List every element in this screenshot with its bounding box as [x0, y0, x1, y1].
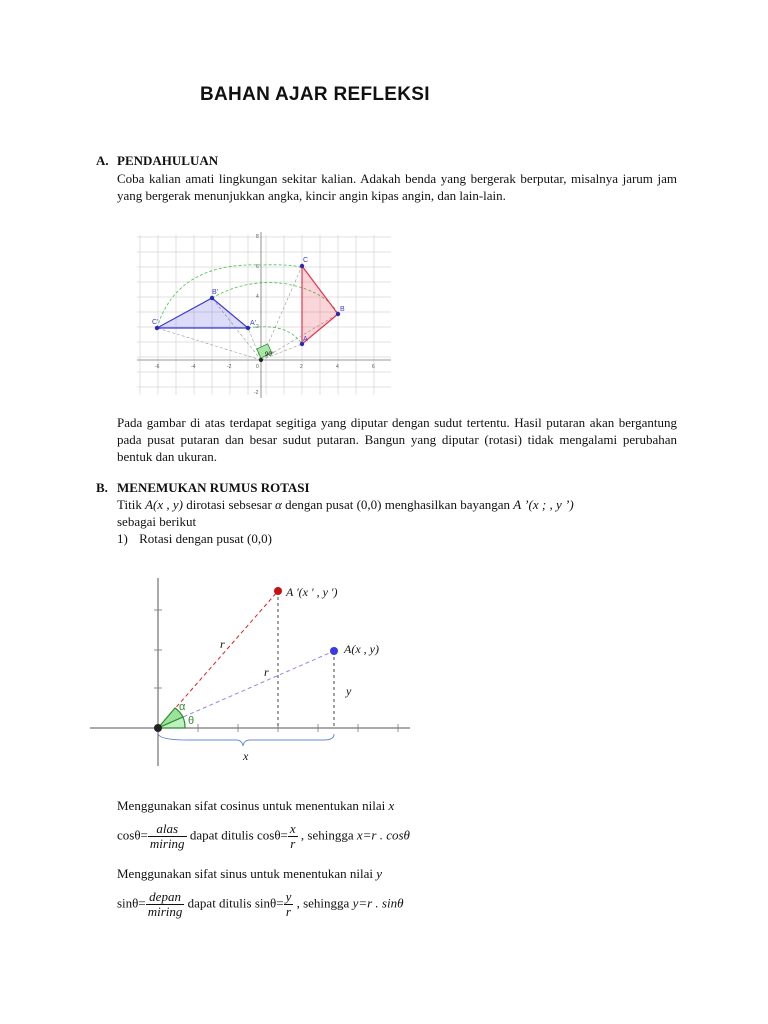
label-y: y [346, 684, 352, 698]
math: cosθ= [256, 827, 288, 843]
label-a: A [303, 336, 308, 343]
x-tick: -4 [191, 364, 196, 370]
label-c-prime: C' [152, 319, 159, 326]
text: dapat ditulis [184, 895, 255, 911]
point-a-prime [274, 587, 282, 595]
list-number: 1) [117, 531, 128, 546]
denominator: r [285, 904, 291, 919]
section-b-letter: B. [96, 480, 108, 495]
section-a-heading: PENDAHULUAN [117, 153, 219, 168]
x-tick: -6 [155, 364, 160, 370]
point-a [330, 647, 338, 655]
y-tick: -2 [254, 390, 259, 396]
math: sinθ= [254, 895, 284, 911]
numerator: depan [146, 890, 185, 905]
y-tick: 6 [256, 264, 259, 270]
sin-intro [117, 866, 382, 882]
sin-formula [117, 890, 403, 919]
cos-intro [117, 798, 394, 814]
fraction [146, 890, 185, 919]
label-b-prime: B' [212, 289, 219, 296]
fraction [284, 890, 294, 919]
math-result: y=r . sinθ [352, 895, 404, 911]
denominator: miring [147, 904, 183, 919]
text: , sehingga [293, 895, 353, 911]
y-tick: 2 [256, 324, 259, 330]
x-tick: 6 [372, 364, 375, 370]
text: Titik [117, 497, 146, 512]
rotation-formula-diagram [88, 570, 418, 770]
list-text: Rotasi dengan pusat (0,0) [139, 531, 272, 546]
denominator: r [290, 836, 296, 851]
section-a-intro: Coba kalian amati lingkungan sekitar kalian. Adakah benda yang bergerak berputar, misalnya jarum jam yang bergerak menunjukkan angka, kincir angin kipas angin, dan lain-lain. [117, 171, 677, 203]
label-x: x [243, 749, 249, 763]
section-b-heading: MENEMUKAN RUMUS ROTASI [117, 480, 310, 495]
section-a-letter: A. [96, 153, 109, 168]
label-a-prime: A' [250, 320, 257, 327]
numerator: y [285, 889, 292, 904]
section-b-line2: sebagai berikut [117, 514, 197, 529]
denominator: miring [149, 836, 185, 851]
x-tick: 2 [300, 364, 303, 370]
math-result: x=r . cosθ [356, 827, 410, 843]
x-tick: 4 [336, 364, 339, 370]
y-tick: 4 [256, 294, 259, 300]
math-var: y [376, 866, 383, 881]
label-c: C [303, 257, 309, 264]
fraction [148, 822, 187, 851]
section-a-description: Pada gambar di atas terdapat segitiga yang diputar dengan sudut tertentu. Hasil putaran akan bergantung pada pusat putaran dan besar sudut putaran. Bangun yang diputar (rotasi) tidak mengalami perubahan bentuk dan ukuran. [117, 415, 677, 464]
math-var: x [388, 798, 395, 813]
rotation-grid-figure [137, 232, 391, 398]
label-r-right: r [264, 665, 269, 679]
label-alpha: α [179, 701, 186, 713]
math-alpha: α [275, 497, 282, 512]
origin-point [154, 724, 162, 732]
document-title: BAHAN AJAR REFLEKSI [200, 84, 430, 105]
y-tick: 8 [256, 234, 259, 240]
math-a: A(x , y) [145, 497, 183, 512]
x-tick: -2 [227, 364, 232, 370]
label-theta: θ [188, 715, 195, 727]
label-r-left: r [220, 637, 225, 651]
numerator: alas [148, 822, 187, 837]
math-a-prime: A ’(x ; , y ’) [513, 497, 574, 512]
text: Menggunakan sifat cosinus untuk menentukan nilai [117, 798, 389, 813]
math: cosθ= [117, 827, 148, 843]
text: Menggunakan sifat sinus untuk menentukan nilai [117, 866, 377, 881]
text: dapat ditulis [186, 827, 257, 843]
angle-label: 90° [265, 352, 275, 358]
math: sinθ= [117, 895, 146, 911]
text: dengan pusat (0,0) menghasilkan bayangan [281, 497, 514, 512]
list-item [117, 531, 272, 547]
label-a-point: A(x , y) [344, 642, 379, 656]
label-a-prime-point: A '(x ' , y ') [286, 585, 338, 599]
label-b: B [340, 306, 345, 313]
fraction [288, 822, 298, 851]
section-b-line1 [117, 497, 574, 513]
numerator: x [289, 821, 296, 836]
text: , sehingga [297, 827, 357, 843]
cos-formula [117, 822, 410, 851]
text: dirotasi sebsesar [182, 497, 276, 512]
x-tick: 0 [256, 364, 259, 370]
